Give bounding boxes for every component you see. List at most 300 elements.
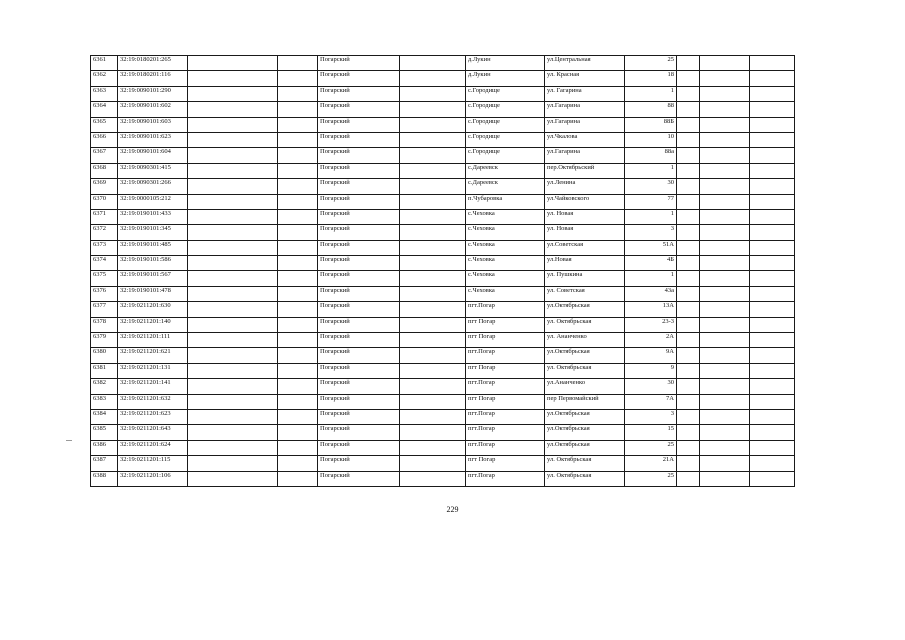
house-number-cell: 43а [625, 286, 677, 301]
table-row [91, 179, 795, 194]
house-number-cell: 13А [625, 302, 677, 317]
blank-cell [750, 117, 795, 132]
table-row [91, 286, 795, 301]
blank-cell [188, 256, 278, 271]
house-number-cell: 23-3 [625, 317, 677, 332]
district-cell: Погарский [318, 102, 400, 117]
table-row [91, 117, 795, 132]
blank-cell [188, 163, 278, 178]
table-row [91, 132, 795, 147]
street-cell: ул.Новая [545, 256, 625, 271]
blank-cell [400, 333, 466, 348]
district-cell: Погарский [318, 86, 400, 101]
district-cell: Погарский [318, 409, 400, 424]
district-cell: Погарский [318, 302, 400, 317]
settlement-cell: пгт Погар [466, 317, 545, 332]
district-cell: Погарский [318, 179, 400, 194]
blank-cell [677, 286, 700, 301]
settlement-cell: пгт.Погар [466, 348, 545, 363]
house-number-cell: 2А [625, 333, 677, 348]
row-number-cell: 6375 [91, 271, 118, 286]
blank-cell [278, 409, 318, 424]
district-cell: Погарский [318, 425, 400, 440]
cadastral-number-cell: 32:19:0090101:290 [118, 86, 188, 101]
blank-cell [400, 209, 466, 224]
blank-cell [188, 471, 278, 486]
blank-cell [278, 440, 318, 455]
row-number-cell: 6363 [91, 86, 118, 101]
cadastral-number-cell: 32:19:0211201:643 [118, 425, 188, 440]
table-row [91, 409, 795, 424]
blank-cell [750, 348, 795, 363]
row-number-cell: 6383 [91, 394, 118, 409]
street-cell: ул.Гагарина [545, 102, 625, 117]
blank-cell [278, 286, 318, 301]
house-number-cell: 9 [625, 363, 677, 378]
blank-cell [700, 348, 750, 363]
row-number-cell: 6379 [91, 333, 118, 348]
street-cell: ул.Чайковского [545, 194, 625, 209]
blank-cell [700, 440, 750, 455]
blank-cell [188, 425, 278, 440]
house-number-cell: 15 [625, 425, 677, 440]
house-number-cell: 4Б [625, 256, 677, 271]
settlement-cell: п.Чубаровка [466, 194, 545, 209]
street-cell: ул.Гагарина [545, 148, 625, 163]
row-number-cell: 6364 [91, 102, 118, 117]
blank-cell [677, 225, 700, 240]
street-cell: ул. Новая [545, 225, 625, 240]
row-number-cell: 6388 [91, 471, 118, 486]
table-row [91, 425, 795, 440]
blank-cell [677, 117, 700, 132]
blank-cell [700, 132, 750, 147]
blank-cell [750, 440, 795, 455]
blank-cell [700, 302, 750, 317]
house-number-cell: 88а [625, 148, 677, 163]
blank-cell [677, 148, 700, 163]
blank-cell [188, 317, 278, 332]
table-row [91, 148, 795, 163]
district-cell: Погарский [318, 71, 400, 86]
street-cell: ул.Ленина [545, 179, 625, 194]
blank-cell [750, 363, 795, 378]
blank-cell [700, 163, 750, 178]
street-cell: ул. Октябрьская [545, 317, 625, 332]
blank-cell [750, 179, 795, 194]
row-number-cell: 6386 [91, 440, 118, 455]
row-number-cell: 6367 [91, 148, 118, 163]
house-number-cell: 18 [625, 71, 677, 86]
blank-cell [400, 71, 466, 86]
blank-cell [750, 194, 795, 209]
district-cell: Погарский [318, 163, 400, 178]
settlement-cell: с.Чеховка [466, 225, 545, 240]
blank-cell [750, 456, 795, 471]
house-number-cell: 88Б [625, 117, 677, 132]
blank-cell [700, 194, 750, 209]
blank-cell [278, 148, 318, 163]
blank-cell [278, 333, 318, 348]
blank-cell [278, 209, 318, 224]
table-row [91, 163, 795, 178]
blank-cell [400, 132, 466, 147]
blank-cell [700, 86, 750, 101]
blank-cell [677, 348, 700, 363]
blank-cell [278, 132, 318, 147]
table-row [91, 456, 795, 471]
blank-cell [400, 348, 466, 363]
blank-cell [677, 471, 700, 486]
blank-cell [400, 179, 466, 194]
district-cell: Погарский [318, 348, 400, 363]
table-row [91, 240, 795, 255]
row-number-cell: 6382 [91, 379, 118, 394]
blank-cell [677, 302, 700, 317]
blank-cell [750, 409, 795, 424]
blank-cell [700, 240, 750, 255]
district-cell: Погарский [318, 317, 400, 332]
street-cell: ул. Новая [545, 209, 625, 224]
blank-cell [400, 271, 466, 286]
row-number-cell: 6377 [91, 302, 118, 317]
blank-cell [677, 209, 700, 224]
cadastral-number-cell: 32:19:0211201:632 [118, 394, 188, 409]
district-cell: Погарский [318, 440, 400, 455]
blank-cell [700, 363, 750, 378]
settlement-cell: с.Городище [466, 117, 545, 132]
blank-cell [700, 148, 750, 163]
house-number-cell: 3 [625, 409, 677, 424]
blank-cell [278, 471, 318, 486]
blank-cell [188, 394, 278, 409]
blank-cell [278, 348, 318, 363]
blank-cell [278, 102, 318, 117]
district-cell: Погарский [318, 132, 400, 147]
blank-cell [400, 394, 466, 409]
district-cell: Погарский [318, 379, 400, 394]
table-row [91, 71, 795, 86]
house-number-cell: 10 [625, 132, 677, 147]
settlement-cell: с.Дареевск [466, 179, 545, 194]
blank-cell [677, 440, 700, 455]
street-cell: ул. Октябрьская [545, 456, 625, 471]
blank-cell [700, 317, 750, 332]
blank-cell [700, 379, 750, 394]
house-number-cell: 1 [625, 86, 677, 101]
blank-cell [278, 240, 318, 255]
blank-cell [400, 409, 466, 424]
blank-cell [700, 225, 750, 240]
house-number-cell: 1 [625, 209, 677, 224]
blank-cell [700, 209, 750, 224]
district-cell: Погарский [318, 333, 400, 348]
table-row [91, 209, 795, 224]
blank-cell [400, 471, 466, 486]
blank-cell [677, 86, 700, 101]
blank-cell [188, 379, 278, 394]
blank-cell [677, 132, 700, 147]
blank-cell [400, 286, 466, 301]
settlement-cell: с.Городище [466, 148, 545, 163]
blank-cell [677, 194, 700, 209]
house-number-cell: 51А [625, 240, 677, 255]
blank-cell [278, 163, 318, 178]
blank-cell [188, 348, 278, 363]
blank-cell [750, 209, 795, 224]
blank-cell [750, 71, 795, 86]
blank-cell [188, 56, 278, 71]
blank-cell [278, 456, 318, 471]
cadastral-number-cell: 32:19:0090101:603 [118, 117, 188, 132]
district-cell: Погарский [318, 209, 400, 224]
blank-cell [677, 163, 700, 178]
cadastral-number-cell: 32:19:0000105:212 [118, 194, 188, 209]
blank-cell [677, 379, 700, 394]
house-number-cell: 25 [625, 440, 677, 455]
row-number-cell: 6385 [91, 425, 118, 440]
blank-cell [188, 148, 278, 163]
cadastral-number-cell: 32:19:0090101:602 [118, 102, 188, 117]
row-number-cell: 6378 [91, 317, 118, 332]
blank-cell [188, 225, 278, 240]
cadastral-number-cell: 32:19:0211201:131 [118, 363, 188, 378]
cadastral-number-cell: 32:19:0211201:624 [118, 440, 188, 455]
blank-cell [400, 302, 466, 317]
row-number-cell: 6369 [91, 179, 118, 194]
blank-cell [750, 256, 795, 271]
district-cell: Погарский [318, 56, 400, 71]
blank-cell [188, 102, 278, 117]
blank-cell [750, 148, 795, 163]
street-cell: пер Первомайский [545, 394, 625, 409]
blank-cell [188, 86, 278, 101]
settlement-cell: пгт Погар [466, 333, 545, 348]
district-cell: Погарский [318, 240, 400, 255]
street-cell: ул. Октябрьская [545, 363, 625, 378]
cadastral-number-cell: 32:19:0090101:604 [118, 148, 188, 163]
street-cell: ул. Пушкина [545, 271, 625, 286]
settlement-cell: пгт.Погар [466, 409, 545, 424]
settlement-cell: д.Лукин [466, 56, 545, 71]
table-row [91, 56, 795, 71]
blank-cell [750, 379, 795, 394]
blank-cell [750, 425, 795, 440]
cadastral-number-cell: 32:19:0190101:586 [118, 256, 188, 271]
blank-cell [700, 256, 750, 271]
district-cell: Погарский [318, 471, 400, 486]
settlement-cell: с.Чеховка [466, 286, 545, 301]
blank-cell [677, 179, 700, 194]
blank-cell [750, 163, 795, 178]
table-row [91, 271, 795, 286]
street-cell: ул.Октябрьская [545, 440, 625, 455]
registry-body [91, 56, 795, 487]
row-number-cell: 6374 [91, 256, 118, 271]
blank-cell [700, 271, 750, 286]
district-cell: Погарский [318, 394, 400, 409]
settlement-cell: с.Городище [466, 86, 545, 101]
blank-cell [278, 71, 318, 86]
house-number-cell: 30 [625, 379, 677, 394]
cadastral-number-cell: 32:19:0190101:345 [118, 225, 188, 240]
blank-cell [278, 117, 318, 132]
street-cell: ул.Гагарина [545, 117, 625, 132]
blank-cell [750, 56, 795, 71]
settlement-cell: д.Лукин [466, 71, 545, 86]
cadastral-number-cell: 32:19:0211201:106 [118, 471, 188, 486]
blank-cell [188, 194, 278, 209]
street-cell: ул.Октябрьская [545, 409, 625, 424]
cadastral-number-cell: 32:19:0190101:485 [118, 240, 188, 255]
house-number-cell: 30 [625, 179, 677, 194]
blank-cell [700, 425, 750, 440]
row-number-cell: 6365 [91, 117, 118, 132]
blank-cell [278, 225, 318, 240]
blank-cell [700, 333, 750, 348]
blank-cell [400, 363, 466, 378]
district-cell: Погарский [318, 117, 400, 132]
row-number-cell: 6372 [91, 225, 118, 240]
blank-cell [188, 117, 278, 132]
blank-cell [400, 163, 466, 178]
blank-cell [188, 456, 278, 471]
blank-cell [400, 117, 466, 132]
table-row [91, 225, 795, 240]
table-row [91, 317, 795, 332]
row-number-cell: 6361 [91, 56, 118, 71]
house-number-cell: 88 [625, 102, 677, 117]
street-cell: ул.Центральная [545, 56, 625, 71]
blank-cell [278, 194, 318, 209]
settlement-cell: с.Чеховка [466, 240, 545, 255]
blank-cell [278, 271, 318, 286]
blank-cell [400, 225, 466, 240]
blank-cell [750, 471, 795, 486]
table-row [91, 363, 795, 378]
house-number-cell: 9А [625, 348, 677, 363]
blank-cell [677, 394, 700, 409]
settlement-cell: с.Городище [466, 132, 545, 147]
cadastral-number-cell: 32:19:0211201:621 [118, 348, 188, 363]
row-number-cell: 6373 [91, 240, 118, 255]
blank-cell [750, 225, 795, 240]
blank-cell [700, 471, 750, 486]
blank-cell [400, 148, 466, 163]
blank-cell [400, 240, 466, 255]
blank-cell [677, 317, 700, 332]
blank-cell [188, 71, 278, 86]
table-row [91, 394, 795, 409]
district-cell: Погарский [318, 194, 400, 209]
blank-cell [278, 317, 318, 332]
row-number-cell: 6381 [91, 363, 118, 378]
table-row [91, 256, 795, 271]
blank-cell [278, 363, 318, 378]
blank-cell [188, 302, 278, 317]
blank-cell [278, 425, 318, 440]
blank-cell [700, 394, 750, 409]
blank-cell [677, 456, 700, 471]
blank-cell [750, 86, 795, 101]
street-cell: ул.Чкалова [545, 132, 625, 147]
blank-cell [400, 256, 466, 271]
blank-cell [400, 194, 466, 209]
row-number-cell: 6380 [91, 348, 118, 363]
blank-cell [750, 333, 795, 348]
blank-cell [677, 271, 700, 286]
row-number-cell: 6370 [91, 194, 118, 209]
blank-cell [677, 102, 700, 117]
cadastral-number-cell: 32:19:0211201:623 [118, 409, 188, 424]
table-row [91, 379, 795, 394]
district-cell: Погарский [318, 456, 400, 471]
table-row [91, 102, 795, 117]
blank-cell [700, 456, 750, 471]
blank-cell [750, 286, 795, 301]
house-number-cell: 25 [625, 56, 677, 71]
row-number-cell: 6368 [91, 163, 118, 178]
district-cell: Погарский [318, 225, 400, 240]
blank-cell [188, 333, 278, 348]
blank-cell [400, 56, 466, 71]
blank-cell [677, 425, 700, 440]
street-cell: ул. Октябрьская [545, 471, 625, 486]
blank-cell [278, 86, 318, 101]
settlement-cell: пгт.Погар [466, 379, 545, 394]
blank-cell [278, 379, 318, 394]
house-number-cell: 77 [625, 194, 677, 209]
blank-cell [677, 56, 700, 71]
cadastral-number-cell: 32:19:0180201:116 [118, 71, 188, 86]
street-cell: ул.Ананченко [545, 379, 625, 394]
page-number: 229 [446, 505, 459, 514]
blank-cell [750, 271, 795, 286]
house-number-cell: 25 [625, 471, 677, 486]
settlement-cell: с.Дареевск [466, 163, 545, 178]
house-number-cell: 1 [625, 163, 677, 178]
blank-cell [400, 317, 466, 332]
blank-cell [750, 240, 795, 255]
table-row [91, 471, 795, 486]
blank-cell [188, 440, 278, 455]
settlement-cell: пгт.Погар [466, 440, 545, 455]
blank-cell [677, 240, 700, 255]
cadastral-number-cell: 32:19:0090301:266 [118, 179, 188, 194]
settlement-cell: пгт.Погар [466, 302, 545, 317]
blank-cell [400, 425, 466, 440]
blank-cell [677, 409, 700, 424]
district-cell: Погарский [318, 363, 400, 378]
cadastral-number-cell: 32:19:0211201:111 [118, 333, 188, 348]
blank-cell [400, 456, 466, 471]
settlement-cell: пгт.Погар [466, 425, 545, 440]
settlement-cell: пгт Погар [466, 363, 545, 378]
cadastral-number-cell: 32:19:0211201:115 [118, 456, 188, 471]
settlement-cell: с.Чеховка [466, 209, 545, 224]
blank-cell [677, 71, 700, 86]
row-number-cell: 6384 [91, 409, 118, 424]
district-cell: Погарский [318, 256, 400, 271]
row-number-cell: 6362 [91, 71, 118, 86]
blank-cell [188, 179, 278, 194]
cadastral-number-cell: 32:19:0180201:265 [118, 56, 188, 71]
table-row [91, 333, 795, 348]
table-row [91, 348, 795, 363]
blank-cell [188, 271, 278, 286]
row-number-cell: 6387 [91, 456, 118, 471]
street-cell: ул. Ананченко [545, 333, 625, 348]
